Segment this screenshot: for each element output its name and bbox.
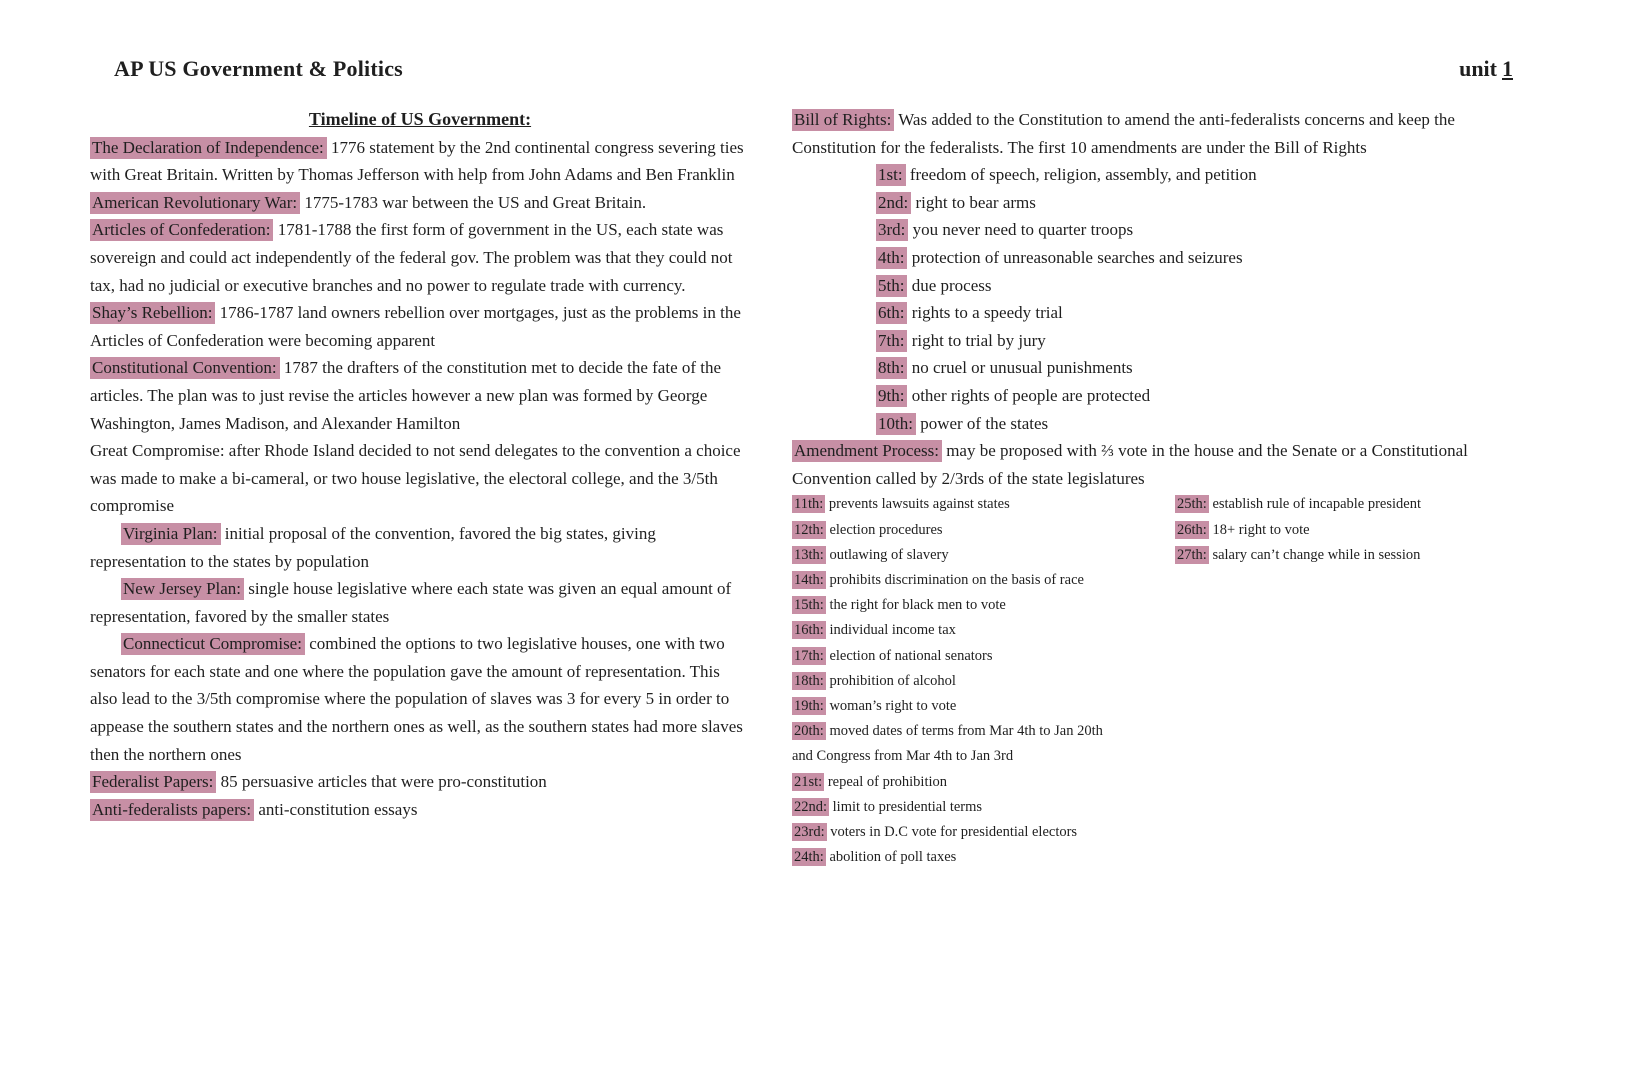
note-entry: [1175, 543, 1470, 568]
amendments-grid: [792, 492, 1470, 870]
highlighted-term: 8th:: [876, 357, 907, 379]
note-entry: [90, 134, 750, 189]
entry-text: power of the states: [920, 413, 1049, 433]
note-entry: [90, 630, 750, 768]
note-entry: [792, 744, 1175, 769]
note-entry: [876, 244, 1470, 272]
highlighted-term: 10th:: [876, 413, 916, 435]
highlighted-term: Anti-federalists papers:: [90, 799, 254, 821]
entry-text: protection of unreasonable searches and seizures: [911, 247, 1243, 267]
note-entry: [90, 354, 750, 437]
note-entry: [1175, 492, 1470, 517]
note-entry: [792, 568, 1175, 593]
entry-text: and Congress from Mar 4th to Jan 3rd: [792, 748, 1014, 765]
bill-of-rights-intro: [792, 106, 1470, 161]
entry-text: individual income tax: [829, 622, 956, 639]
highlighted-term: 1st:: [876, 164, 906, 186]
highlighted-term: Federalist Papers:: [90, 771, 216, 793]
note-entry: [90, 768, 750, 796]
note-entry: [1175, 518, 1470, 543]
entry-text: woman’s right to vote: [829, 697, 957, 714]
highlighted-term: 27th:: [1177, 546, 1207, 563]
highlighted-term: 25th:: [1177, 496, 1207, 513]
highlighted-term: Virginia Plan:: [121, 523, 221, 545]
entry-text: initial proposal of the convention, favored the big states, giving representation to the states by population: [90, 523, 656, 571]
entry-text: 1775-1783 war between the US and Great Britain.: [304, 192, 647, 212]
unit-word: unit: [1459, 56, 1497, 81]
highlighted-term: 6th:: [876, 302, 907, 324]
entry-text: repeal of prohibition: [827, 773, 948, 790]
entry-text: may be proposed with ⅔ vote in the house and the Senate or a Constitutional Convention called by 2/3rds of the state legislatures: [792, 441, 1468, 488]
entry-text: election of national senators: [829, 647, 993, 664]
note-entry: [792, 694, 1175, 719]
entry-text: 1786-1787 land owners rebellion over mortgages, just as the problems in the Articles of Confederation were becoming apparent: [90, 303, 741, 350]
note-entry: [876, 327, 1470, 355]
highlighted-term: 12th:: [794, 521, 824, 538]
entry-text: establish rule of incapable president: [1212, 496, 1422, 513]
highlighted-term: 3rd:: [876, 219, 908, 241]
entry-text: outlawing of slavery: [829, 546, 949, 563]
note-entry: [792, 669, 1175, 694]
unit-number: 1: [1502, 56, 1513, 81]
entry-text: you never need to quarter troops: [912, 220, 1134, 240]
note-entry: [90, 796, 750, 824]
highlighted-term: 16th:: [794, 622, 824, 639]
entry-text: Great Compromise: after Rhode Island decided to not send delegates to the convention a choice was made to make a bi-cameral, or two house legislative, the electoral college, and the 3/5th compromise: [90, 441, 741, 516]
timeline-title: Timeline of US Government:: [308, 109, 532, 129]
highlighted-term: 15th:: [794, 597, 824, 614]
entry-text: voters in D.C vote for presidential electors: [830, 823, 1078, 840]
note-entry: [792, 492, 1175, 517]
highlighted-term: The Declaration of Independence:: [90, 137, 327, 159]
entry-text: prohibition of alcohol: [829, 672, 956, 689]
amendments-column-left: [792, 492, 1175, 870]
highlighted-term: Shay’s Rebellion:: [90, 302, 215, 324]
note-entry: [792, 618, 1175, 643]
highlighted-term: 24th:: [794, 849, 824, 866]
highlighted-term: Amendment Process:: [792, 440, 942, 462]
entry-text: moved dates of terms from Mar 4th to Jan 20th: [829, 723, 1103, 740]
entry-text: the right for black men to vote: [829, 597, 1006, 614]
note-entry: [876, 410, 1470, 438]
entry-text: prevents lawsuits against states: [828, 496, 1010, 513]
note-entry: [792, 543, 1175, 568]
note-entry: [90, 520, 750, 575]
highlighted-term: New Jersey Plan:: [121, 578, 244, 600]
entry-text: anti-constitution essays: [258, 799, 418, 819]
note-entry: [90, 216, 750, 299]
highlighted-term: Connecticut Compromise:: [121, 633, 305, 655]
highlighted-term: 5th:: [876, 275, 907, 297]
entry-text: election procedures: [829, 521, 943, 538]
entry-text: 1787 the drafters of the constitution met to decide the fate of the articles. The plan was to just revise the articles however a new plan was formed by George Washington, James Madison, and Alexander Hamilton: [90, 358, 722, 433]
entry-text: 18+ right to vote: [1212, 521, 1310, 538]
note-entry: [90, 299, 750, 354]
note-entry: [90, 575, 750, 630]
highlighted-term: 21st:: [794, 773, 823, 790]
note-entry: [876, 382, 1470, 410]
left-column: [90, 106, 750, 870]
note-entry: [792, 820, 1175, 845]
page-header: [90, 56, 1513, 82]
highlighted-term: 26th:: [1177, 521, 1207, 538]
entry-text: right to trial by jury: [911, 330, 1046, 350]
highlighted-term: 7th:: [876, 330, 907, 352]
note-entry: [876, 216, 1470, 244]
right-column: [792, 106, 1470, 870]
note-entry: [792, 593, 1175, 618]
note-entry: [792, 795, 1175, 820]
highlighted-term: 20th:: [794, 723, 824, 740]
highlighted-term: 4th:: [876, 247, 907, 269]
entry-text: 1781-1788 the first form of government in the US, each state was sovereign and could act independently of the federal gov. The problem was that they could not tax, had no judicial or executive branches and no power to regulate trade with currency.: [90, 220, 733, 295]
entry-text: 1776 statement by the 2nd continental congress severing ties with Great Britain. Written by Thomas Jefferson with help from John Adams and Ben Franklin: [90, 137, 744, 185]
highlighted-term: Constitutional Convention:: [90, 357, 280, 379]
entry-text: Was added to the Constitution to amend the anti-federalists concerns and keep the Constitution for the federalists. The first 10 amendments are under the Bill of Rights: [792, 110, 1455, 157]
amendment-process: [792, 437, 1470, 492]
amendments-column-right: [1175, 492, 1470, 568]
entry-text: no cruel or unusual punishments: [911, 358, 1133, 378]
note-entry: [792, 644, 1175, 669]
note-entry: [792, 518, 1175, 543]
highlighted-term: 13th:: [794, 546, 824, 563]
highlighted-term: 2nd:: [876, 192, 911, 214]
highlighted-term: 19th:: [794, 697, 824, 714]
bill-of-rights-list: [792, 161, 1470, 437]
entry-text: limit to presidential terms: [832, 798, 983, 815]
entry-text: right to bear arms: [915, 192, 1036, 212]
unit-label: [1459, 56, 1513, 82]
note-entry: [792, 437, 1470, 492]
entry-text: abolition of poll taxes: [829, 849, 957, 866]
timeline-entries: [90, 134, 750, 824]
entry-text: single house legislative where each state was given an equal amount of representation, favored by the smaller states: [90, 579, 732, 626]
note-entry: [876, 299, 1470, 327]
entry-text: rights to a speedy trial: [911, 303, 1063, 323]
highlighted-term: 23rd:: [794, 823, 825, 840]
note-entry: [792, 719, 1175, 744]
note-entry: [876, 272, 1470, 300]
highlighted-term: 11th:: [794, 496, 824, 513]
note-entry: [876, 189, 1470, 217]
highlighted-term: 18th:: [794, 672, 824, 689]
entry-text: due process: [911, 275, 992, 295]
highlighted-term: 17th:: [794, 647, 824, 664]
note-entry: [90, 437, 750, 520]
note-entry: [876, 354, 1470, 382]
highlighted-term: Bill of Rights:: [792, 109, 894, 131]
note-entry: [792, 845, 1175, 870]
content-columns: [90, 106, 1651, 870]
entry-text: combined the options to two legislative houses, one with two senators for each state and one where the population gave the amount of representation. This also lead to the 3/5th compromise where the population of slaves was 3 for every 5 in order to appease the southern states and the northern ones as well, as the southern states had more slaves then the northern ones: [90, 634, 743, 764]
document-title: AP US Government & Politics: [114, 56, 403, 81]
highlighted-term: 9th:: [876, 385, 907, 407]
entry-text: other rights of people are protected: [911, 385, 1151, 405]
entry-text: salary can’t change while in session: [1212, 546, 1421, 563]
highlighted-term: American Revolutionary War:: [90, 192, 300, 214]
note-entry: [792, 770, 1175, 795]
note-entry: [876, 161, 1470, 189]
highlighted-term: Articles of Confederation:: [90, 219, 273, 241]
highlighted-term: 22nd:: [794, 798, 828, 815]
highlighted-term: 14th:: [794, 571, 824, 588]
entry-text: freedom of speech, religion, assembly, and petition: [909, 165, 1257, 185]
entry-text: prohibits discrimination on the basis of race: [829, 571, 1084, 588]
entry-text: 85 persuasive articles that were pro-constitution: [220, 772, 547, 792]
note-entry: [90, 189, 750, 217]
note-entry: [792, 106, 1470, 161]
